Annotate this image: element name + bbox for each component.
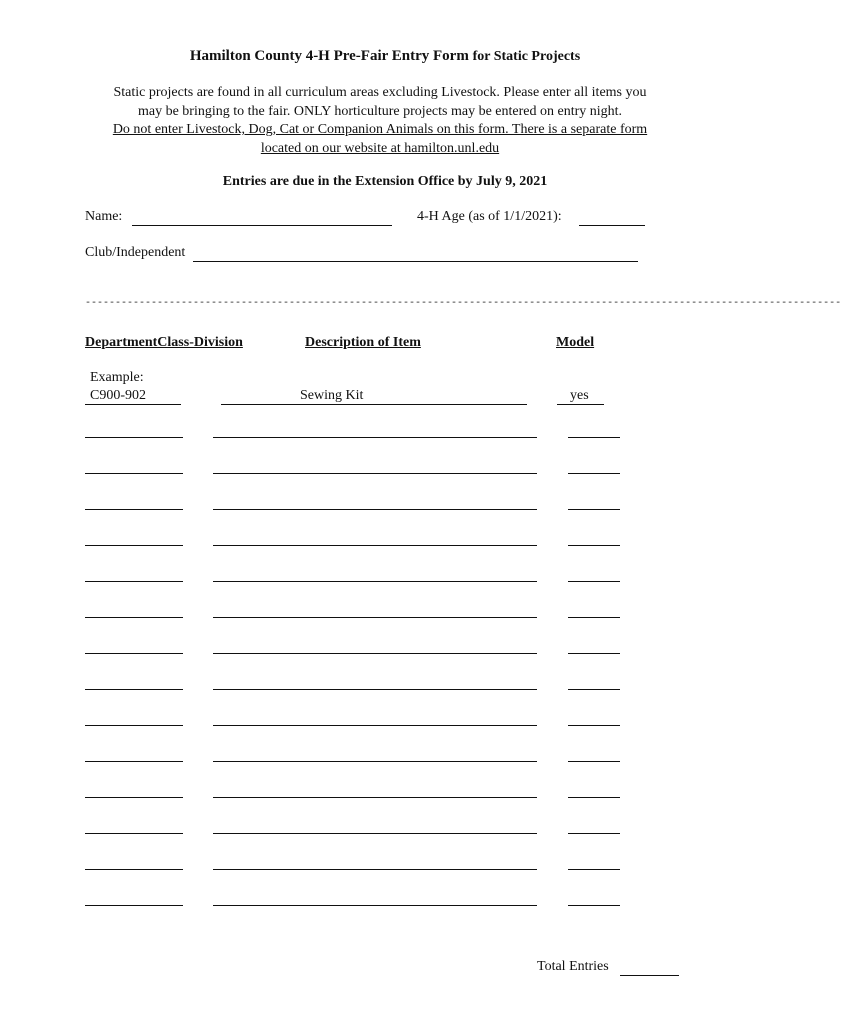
entry-department-field[interactable] xyxy=(85,545,183,546)
example-item-line xyxy=(221,404,527,405)
entry-description-field[interactable] xyxy=(213,653,537,654)
due-notice: Entries are due in the Extension Office by July 9, 2021 xyxy=(222,174,548,189)
entry-description-field[interactable] xyxy=(213,509,537,510)
total-entries-field[interactable] xyxy=(620,975,679,976)
entry-description-field[interactable] xyxy=(213,581,537,582)
entry-model-field[interactable] xyxy=(568,833,620,834)
entry-department-field[interactable] xyxy=(85,653,183,654)
entry-description-field[interactable] xyxy=(213,437,537,438)
entry-description-field[interactable] xyxy=(213,833,537,834)
entry-description-field[interactable] xyxy=(213,905,537,906)
entry-model-field[interactable] xyxy=(568,545,620,546)
form-title xyxy=(0,48,770,65)
entry-description-field[interactable] xyxy=(213,869,537,870)
example-item: Sewing Kit xyxy=(300,388,364,403)
entry-description-field[interactable] xyxy=(213,761,537,762)
club-field[interactable] xyxy=(193,261,638,262)
entry-department-field[interactable] xyxy=(85,437,183,438)
entry-model-field[interactable] xyxy=(568,725,620,726)
entry-department-field[interactable] xyxy=(85,797,183,798)
entry-model-field[interactable] xyxy=(568,437,620,438)
entry-department-field[interactable] xyxy=(85,833,183,834)
entry-department-field[interactable] xyxy=(85,725,183,726)
entry-model-field[interactable] xyxy=(568,473,620,474)
club-label: Club/Independent xyxy=(85,245,186,260)
example-code: C900-902 xyxy=(90,388,146,403)
entry-description-field[interactable] xyxy=(213,797,537,798)
example-model: yes xyxy=(570,388,589,403)
entry-description-field[interactable] xyxy=(213,473,537,474)
name-field[interactable] xyxy=(132,225,392,226)
entry-department-field[interactable] xyxy=(85,689,183,690)
entry-model-field[interactable] xyxy=(568,689,620,690)
entry-department-field[interactable] xyxy=(85,869,183,870)
entry-department-field[interactable] xyxy=(85,509,183,510)
example-model-line xyxy=(557,404,604,405)
entry-model-field[interactable] xyxy=(568,617,620,618)
entry-description-field[interactable] xyxy=(213,725,537,726)
entry-description-field[interactable] xyxy=(213,545,537,546)
age-field[interactable] xyxy=(579,225,645,226)
name-label: Name: xyxy=(85,209,123,224)
entry-department-field[interactable] xyxy=(85,905,183,906)
entry-model-field[interactable] xyxy=(568,581,620,582)
entry-department-field[interactable] xyxy=(85,761,183,762)
intro-paragraph xyxy=(80,84,680,158)
title-sub: for Static Projects xyxy=(472,49,581,64)
intro-line-2: may be bringing to the fair. ONLY horticulture projects may be entered on entry night. xyxy=(137,103,623,119)
intro-line-1: Static projects are found in all curriculum areas excluding Livestock. Please enter all items you xyxy=(113,85,647,100)
total-entries-label: Total Entries xyxy=(537,959,609,974)
entry-description-field[interactable] xyxy=(213,617,537,618)
column-header-department: DepartmentClass-Division xyxy=(85,335,243,350)
intro-line-3: Do not enter Livestock, Dog, Cat or Companion Animals on this form. There is a separate form xyxy=(112,122,648,137)
entry-department-field[interactable] xyxy=(85,581,183,582)
example-label: Example: xyxy=(90,370,144,385)
example-code-line xyxy=(85,404,181,405)
entry-department-field[interactable] xyxy=(85,473,183,474)
title-main: Hamilton County 4-H Pre-Fair Entry Form xyxy=(189,48,469,64)
column-header-model: Model xyxy=(556,335,595,350)
entry-description-field[interactable] xyxy=(213,689,537,690)
column-header-description: Description of Item xyxy=(305,335,421,350)
entry-model-field[interactable] xyxy=(568,905,620,906)
entry-model-field[interactable] xyxy=(568,869,620,870)
entry-model-field[interactable] xyxy=(568,797,620,798)
age-label: 4-H Age (as of 1/1/2021): xyxy=(417,209,562,224)
entry-model-field[interactable] xyxy=(568,509,620,510)
entry-model-field[interactable] xyxy=(568,653,620,654)
intro-line-4: located on our website at hamilton.unl.edu xyxy=(260,140,500,156)
separator-line: ------------------------------------------------------------------------------------------------------------------------------ xyxy=(85,298,841,309)
entry-model-field[interactable] xyxy=(568,761,620,762)
entry-department-field[interactable] xyxy=(85,617,183,618)
